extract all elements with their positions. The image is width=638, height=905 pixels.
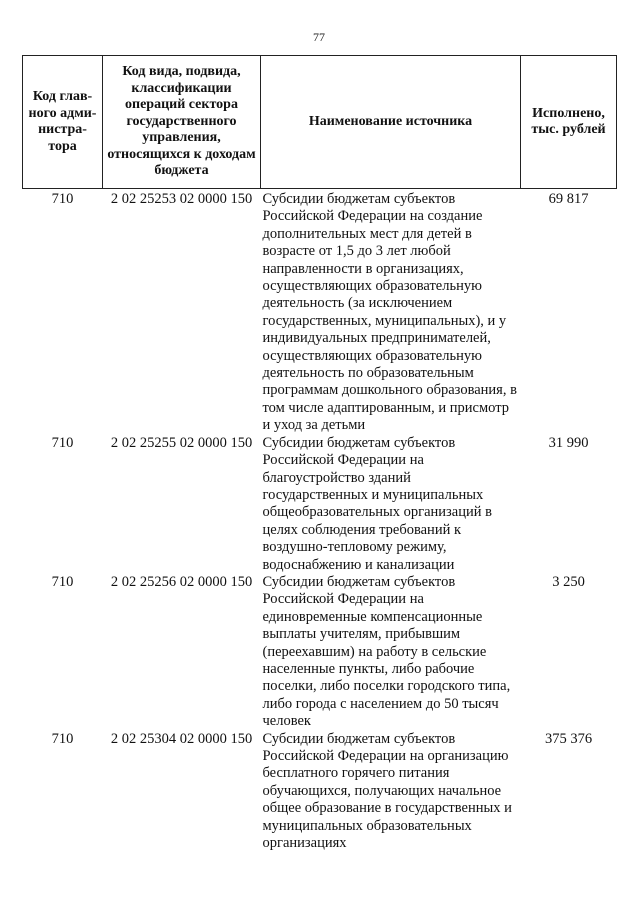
revenue-table [22, 55, 617, 852]
header-classification-code: Код вида, подвида, классификации операций сектора государственного управления, относящихся к доходам бюджета [103, 56, 261, 189]
table-row [23, 574, 617, 731]
header-admin-code: Код глав-ного адми-нистра-тора [23, 56, 103, 189]
source-name-cell: Субсидии бюджетам субъектов Российской Федерации на единовременные компенсационные выплаты учителям, прибывшим (переехавшим) на работу в сельские населенные пункты, либо рабочие поселки, либо поселки городского типа, либо города с населением до 50 тысяч человек [262, 573, 511, 730]
classification-code-cell: 2 02 25304 02 0000 150 [110, 730, 253, 747]
table-row [23, 435, 617, 574]
classification-code-cell: 2 02 25256 02 0000 150 [110, 573, 253, 590]
table-row [23, 189, 617, 435]
page-number: 77 [313, 30, 325, 44]
source-name-cell: Субсидии бюджетам субъектов Российской Федерации на создание дополнительных мест для детей в возрасте от 1,5 до 3 лет любой направленности в организациях, осуществляющих образовательную деятельность (за исключением государственных, муниципальных), и у индивидуальных предпринимателей, осуществляющих образовательную деятельность по образовательным программам дошкольного образования, в том числе адаптированным, и присмотр и уход за детьми [262, 191, 517, 434]
classification-code-cell: 2 02 25253 02 0000 150 [110, 191, 253, 207]
source-name-cell: Субсидии бюджетам субъектов Российской Федерации на организацию бесплатного горячего питания обучающихся, получающих начальное общее образование в государственных и муниципальных образовательных организациях [262, 730, 512, 852]
amount-cell: 69 817 [548, 191, 589, 207]
admin-code-cell: 710 [51, 191, 74, 207]
header-source-name: Наименование источника [261, 56, 521, 189]
admin-code-cell: 710 [51, 730, 74, 747]
header-amount: Исполнено, тыс. рублей [521, 56, 617, 189]
admin-code-cell: 710 [51, 434, 74, 451]
admin-code-cell: 710 [51, 573, 74, 590]
amount-cell: 3 250 [552, 573, 585, 590]
amount-cell: 375 376 [544, 730, 593, 747]
source-name-cell: Субсидии бюджетам субъектов Российской Федерации на благоустройство зданий государственных и муниципальных общеобразовательных организаций в целях соблюдения требований к воздушно-тепловому режиму, водоснабжению и канализации [262, 434, 492, 573]
classification-code-cell: 2 02 25255 02 0000 150 [110, 434, 253, 451]
table-row [23, 731, 617, 853]
table-header-row [23, 56, 617, 189]
amount-cell: 31 990 [548, 434, 589, 451]
